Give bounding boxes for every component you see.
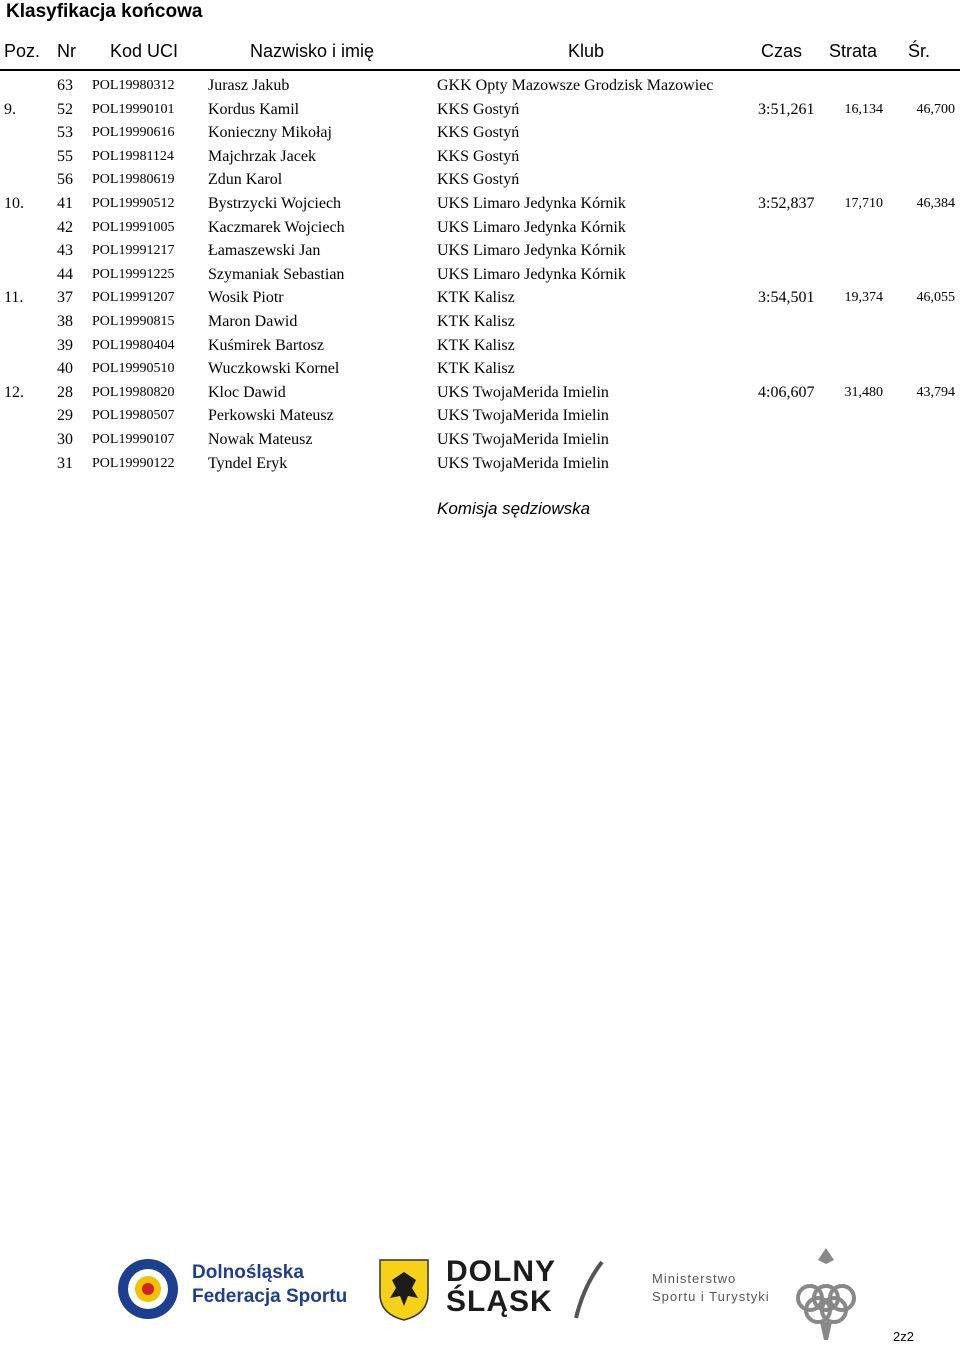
dfs-logo <box>112 1254 362 1324</box>
cell-gap: 17,710 <box>844 196 883 211</box>
col-header-time: Czas <box>761 41 803 61</box>
table-row <box>0 145 960 168</box>
cell-club: UKS Limaro Jedynka Kórnik <box>437 195 626 212</box>
cell-nr: 31 <box>57 454 73 472</box>
cell-uci: POL19990616 <box>92 125 175 141</box>
cell-pos: 10. <box>4 195 24 212</box>
cell-uci: POL19990107 <box>92 432 175 447</box>
cell-nr: 52 <box>57 100 73 118</box>
cell-name: Kuśmirek Bartosz <box>208 336 324 354</box>
cell-club: UKS Limaro Jedynka Kórnik <box>437 265 626 283</box>
cell-nr: 41 <box>57 195 73 212</box>
cell-nr: 39 <box>57 336 73 354</box>
cell-uci: POL19991225 <box>92 266 175 282</box>
cell-nr: 53 <box>57 124 73 142</box>
table-row <box>0 98 960 121</box>
cell-club: KKS Gostyń <box>437 147 520 165</box>
cell-name: Zdun Karol <box>208 171 283 189</box>
cell-club: UKS TwojaMerida Imielin <box>437 454 609 472</box>
cell-club: UKS Limaro Jedynka Kórnik <box>437 242 626 260</box>
sponsor-logos <box>0 1240 960 1347</box>
cell-time: 3:52,837 <box>758 195 815 212</box>
col-header-name: Nazwisko i imię <box>250 41 375 61</box>
table-row <box>0 168 960 191</box>
cell-club: UKS TwojaMerida Imielin <box>437 431 609 448</box>
cell-pos: 9. <box>4 100 16 118</box>
cell-uci: POL19980820 <box>92 384 175 400</box>
cell-nr: 55 <box>57 147 73 165</box>
cell-uci: POL19990815 <box>92 314 175 329</box>
dolny-slask-line2: ŚLĄSK <box>446 1285 553 1318</box>
cell-name: Wosik Piotr <box>208 289 284 307</box>
cell-name: Kordus Kamil <box>208 100 300 118</box>
col-header-number: Nr <box>57 41 76 61</box>
col-header-position: Poz. <box>4 41 41 61</box>
cell-name: Kaczmarek Wojciech <box>208 218 345 236</box>
cell-uci: POL19990510 <box>92 361 175 377</box>
cell-name: Maron Dawid <box>208 313 298 330</box>
cell-club: KTK Kalisz <box>437 313 515 330</box>
cell-nr: 29 <box>57 407 73 425</box>
page-number: 2z2 <box>893 1329 914 1344</box>
cell-club: KTK Kalisz <box>437 336 515 354</box>
col-header-uci-code: Kod UCI <box>110 41 179 61</box>
cell-time: 3:54,501 <box>758 289 815 307</box>
cell-nr: 42 <box>57 218 73 236</box>
table-row <box>0 404 960 427</box>
cell-club: KTK Kalisz <box>437 360 515 378</box>
cell-club: UKS TwojaMerida Imielin <box>437 407 609 425</box>
cell-uci: POL19980507 <box>92 408 175 424</box>
cell-uci: POL19990122 <box>92 455 175 471</box>
cell-avg: 46,384 <box>916 196 955 211</box>
cell-avg: 46,700 <box>916 101 955 117</box>
table-row <box>0 192 960 215</box>
cell-name: Wuczkowski Kornel <box>208 360 340 378</box>
cell-club: KTK Kalisz <box>437 289 515 307</box>
olympic-emblem-icon <box>790 1242 862 1342</box>
header-divider <box>0 69 960 71</box>
jury-note: Komisja sędziowska <box>437 499 591 518</box>
coat-of-arms-icon <box>378 1258 430 1322</box>
cell-club: KKS Gostyń <box>437 100 520 118</box>
table-row <box>0 239 960 262</box>
cell-name: Konieczny Mikołaj <box>208 124 332 142</box>
cell-club: KKS Gostyń <box>437 124 520 142</box>
cell-name: Bystrzycki Wojciech <box>208 195 342 212</box>
cell-avg: 46,055 <box>916 290 955 306</box>
cell-uci: POL19990512 <box>92 196 175 211</box>
cell-pos: 12. <box>4 383 24 401</box>
cell-name: Nowak Mateusz <box>208 431 313 448</box>
page-title: Klasyfikacja końcowa <box>6 1 203 22</box>
cell-uci: POL19991207 <box>92 290 175 306</box>
cell-nr: 38 <box>57 313 73 330</box>
cell-pos: 11. <box>4 289 24 307</box>
ministry-logo <box>652 1270 782 1310</box>
table-row <box>0 286 960 309</box>
col-header-gap: Strata <box>829 41 878 61</box>
table-row <box>0 263 960 286</box>
cell-name: Tyndel Eryk <box>208 454 288 472</box>
dfs-name-line2: Federacja Sportu <box>192 1286 348 1307</box>
table-row <box>0 74 960 97</box>
ministry-line2: Sportu i Turystyki <box>652 1289 770 1304</box>
cell-club: UKS Limaro Jedynka Kórnik <box>437 218 626 236</box>
cell-nr: 37 <box>57 289 73 307</box>
cell-name: Jurasz Jakub <box>208 77 290 94</box>
cell-name: Szymaniak Sebastian <box>208 265 345 283</box>
cell-nr: 40 <box>57 360 73 378</box>
cell-name: Łamaszewski Jan <box>208 242 321 260</box>
cell-name: Kloc Dawid <box>208 383 286 401</box>
cell-uci: POL19991217 <box>92 243 175 259</box>
dolny-slask-logo <box>446 1256 636 1326</box>
cell-nr: 44 <box>57 265 73 283</box>
col-header-club: Klub <box>568 41 605 61</box>
table-row <box>0 357 960 380</box>
cell-uci: POL19980312 <box>92 78 175 93</box>
table-row <box>0 428 960 451</box>
cell-gap: 16,134 <box>844 101 883 117</box>
col-header-average: Śr. <box>908 41 931 61</box>
table-row <box>0 216 960 239</box>
swoosh-icon <box>574 1260 604 1320</box>
cell-club: GKK Opty Mazowsze Grodzisk Mazowiec <box>437 77 714 94</box>
cell-gap: 19,374 <box>844 290 883 306</box>
cell-name: Perkowski Mateusz <box>208 407 334 425</box>
cell-uci: POL19981124 <box>92 148 174 164</box>
table-row <box>0 334 960 357</box>
cell-avg: 43,794 <box>916 384 955 400</box>
cell-club: UKS TwojaMerida Imielin <box>437 383 609 401</box>
dfs-emblem-icon <box>112 1254 184 1324</box>
cell-club: KKS Gostyń <box>437 171 520 189</box>
ministry-line1: Ministerstwo <box>652 1271 737 1286</box>
cell-nr: 56 <box>57 171 73 189</box>
table-row <box>0 310 960 333</box>
cell-nr: 30 <box>57 431 73 448</box>
cell-uci: POL19990101 <box>92 101 175 117</box>
cell-nr: 43 <box>57 242 73 260</box>
dolny-slask-line1: DOLNY <box>446 1255 556 1288</box>
cell-nr: 63 <box>57 77 73 94</box>
cell-uci: POL19980404 <box>92 337 175 353</box>
cell-nr: 28 <box>57 383 73 401</box>
dfs-name-line1: Dolnośląska <box>192 1262 304 1283</box>
cell-time: 4:06,607 <box>758 383 815 401</box>
cell-uci: POL19991005 <box>92 219 175 235</box>
table-row <box>0 121 960 144</box>
cell-time: 3:51,261 <box>758 100 815 118</box>
cell-uci: POL19980619 <box>92 172 175 188</box>
cell-gap: 31,480 <box>844 384 883 400</box>
table-row <box>0 452 960 475</box>
cell-name: Majchrzak Jacek <box>208 147 316 165</box>
table-row <box>0 381 960 404</box>
